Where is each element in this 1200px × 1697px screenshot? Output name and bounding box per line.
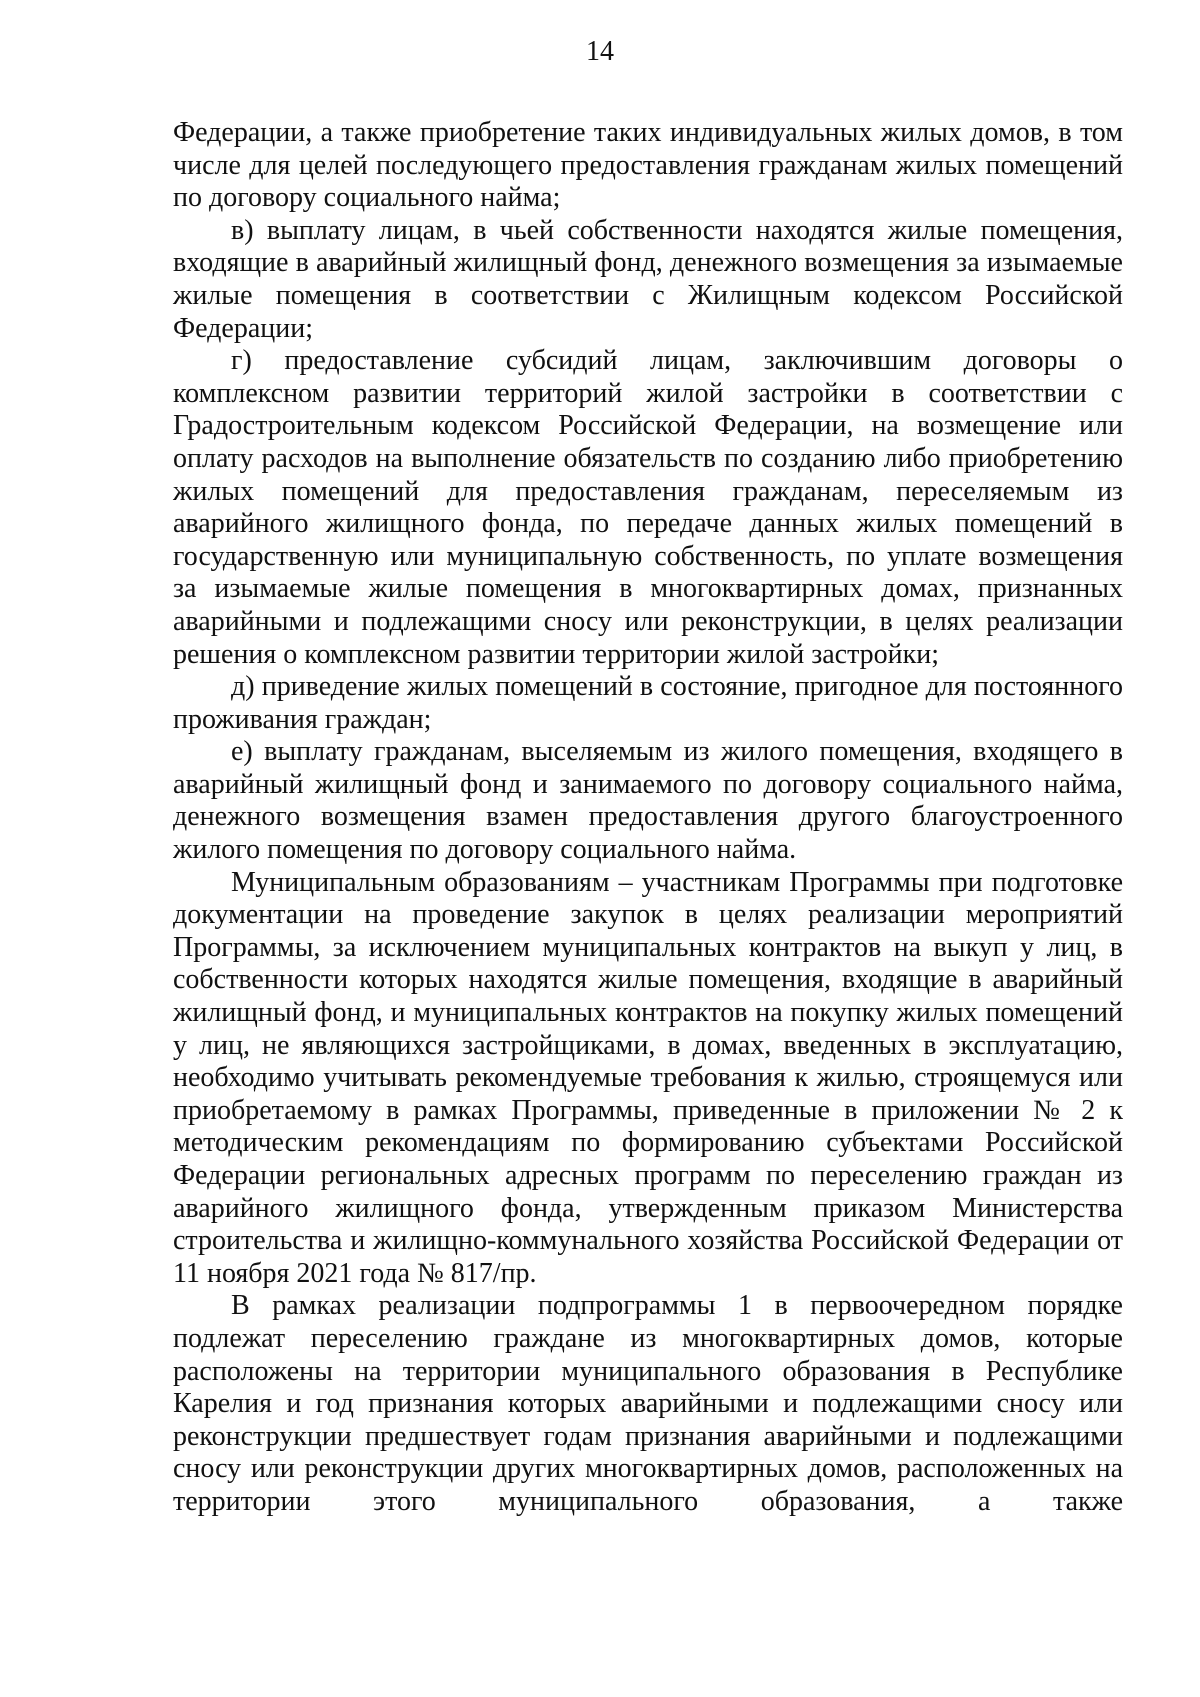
- paragraph-priority-resettlement: В рамках реализации подпрограммы 1 в первоочередном порядке подлежат переселению граждане из многоквартирных домов, которые расположены на территории муниципального образования в Республике Карелия и год признания которых аварийными и подлежащими сносу или реконструкции предшествует годам признания аварийными и подлежащими сносу или реконструкции других многоквартирных домов, расположенных на территории этого муниципального образования, а также: [173, 1290, 1123, 1517]
- page-number: 14: [586, 36, 614, 67]
- paragraph-item-e: е) выплату гражданам, выселяемым из жилого помещения, входящего в аварийный жилищный фонд и занимаемого по договору социального найма, денежного возмещения взамен предоставления другого благоустроенного жилого помещения по договору социального найма.: [173, 736, 1123, 866]
- paragraph-continuation: Федерации, а также приобретение таких индивидуальных жилых домов, в том числе для целей последующего предоставления гражданам жилых помещений по договору социального найма;: [173, 117, 1123, 214]
- document-body: [173, 117, 1123, 1519]
- paragraph-item-d: д) приведение жилых помещений в состояние, пригодное для постоянного проживания граждан;: [173, 671, 1123, 735]
- paragraph-item-g: г) предоставление субсидий лицам, заключившим договоры о комплексном развитии территорий жилой застройки в соответствии с Градостроительным кодексом Российской Федерации, на возмещение или оплату расходов на выполнение обязательств по созданию либо приобретению жилых помещений для предоставления гражданам, переселяемым из аварийного жилищного фонда, по передаче данных жилых помещений в государственную или муниципальную собственность, по уплате возмещения за изымаемые жилые помещения в многоквартирных домах, признанных аварийными и подлежащими сносу или реконструкции, в целях реализации решения о комплексном развитии территории жилой застройки;: [173, 345, 1123, 670]
- paragraph-item-v: в) выплату лицам, в чьей собственности находятся жилые помещения, входящие в аварийный жилищный фонд, денежного возмещения за изымаемые жилые помещения в соответствии с Жилищным кодексом Российской Федерации;: [173, 214, 1123, 344]
- paragraph-procurement-requirements: Муниципальным образованиям – участникам Программы при подготовке документации на проведение закупок в целях реализации мероприятий Программы, за исключением муниципальных контрактов на выкуп у лиц, в собственности которых находятся жилые помещения, входящие в аварийный жилищный фонд, и муниципальных контрактов на покупку жилых помещений у лиц, не являющихся застройщиками, в домах, введенных в эксплуатацию, необходимо учитывать рекомендуемые требования к жилью, строящемуся или приобретаемому в рамках Программы, приведенные в приложении № 2 к методическим рекомендациям по формированию субъектами Российской Федерации региональных адресных программ по переселению граждан из аварийного жилищного фонда, утвержденным приказом Министерства строительства и жилищно-коммунального хозяйства Российской Федерации от 11 ноября 2021 года № 817/пр.: [173, 866, 1123, 1289]
